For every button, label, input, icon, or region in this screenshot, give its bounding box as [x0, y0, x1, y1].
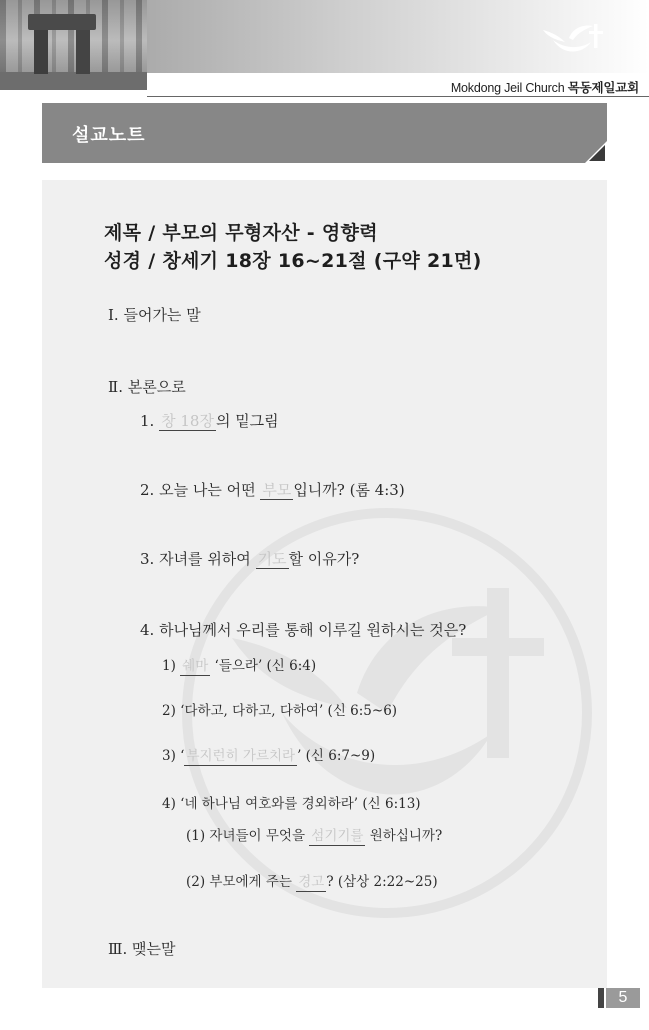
church-name-ko: 목동제일교회: [567, 81, 639, 95]
sermon-note-panel: [42, 180, 607, 988]
fill-blank: 경고: [298, 874, 325, 890]
outline-subitem-1: [162, 654, 316, 676]
fill-blank: 쉐마: [182, 658, 209, 674]
section-bar: [42, 103, 607, 163]
outline-part-1: Ⅰ. 들어가는 말: [108, 306, 201, 324]
item-text: ’ (신 6:7~9): [297, 748, 376, 764]
item-text: 3. 자녀를 위하여: [140, 550, 256, 568]
church-name-en: Mokdong Jeil Church: [450, 81, 565, 95]
fill-blank: 기도: [257, 550, 287, 568]
church-name: [451, 78, 639, 96]
outline-item-4: 4. 하나님께서 우리를 통해 이루길 원하시는 것은?: [140, 621, 467, 639]
item-text: ? (삼상 2:22~25): [326, 874, 438, 890]
section-title: 설교노트: [72, 125, 146, 146]
fill-blank: 섬기기를: [311, 828, 364, 844]
outline-subsubitem-1: [186, 824, 442, 846]
page-number-accent: [598, 988, 604, 1008]
item-text: 입니까? (롬 4:3): [293, 481, 405, 499]
item-text: ‘들으라’ (신 6:4): [210, 658, 317, 674]
outline-item-1: [140, 410, 279, 431]
sermon-title: 제목 / 부모의 무형자산 - 영향력: [104, 222, 378, 244]
item-number: 1): [162, 658, 181, 674]
church-logo-icon: [539, 18, 609, 58]
fill-blank: 부모: [262, 481, 292, 499]
fill-blank: 창 18장: [161, 412, 214, 430]
outline-part-2: Ⅱ. 본론으로: [108, 378, 186, 396]
item-text: 2. 오늘 나는 어떤: [140, 481, 261, 499]
item-text: 의 밑그림: [215, 412, 279, 430]
corner-fold-shadow: [589, 145, 605, 161]
fill-blank: 부지런히 가르치라: [186, 748, 296, 764]
outline-subitem-2: 2) ‘다하고, 다하고, 다하여’ (신 6:5~6): [162, 703, 398, 719]
item-text: 3) ‘: [162, 748, 185, 764]
item-text: 할 이유가?: [288, 550, 360, 568]
item-text: 원하십니까?: [365, 828, 443, 844]
sermon-scripture: 성경 / 창세기 18장 16~21절 (구약 21면): [104, 250, 482, 272]
header-photo: [0, 0, 147, 90]
outline-subitem-4: 4) ‘네 하나님 여호와를 경외하라’ (신 6:13): [162, 796, 421, 812]
item-text: (2) 부모에게 주는: [186, 874, 297, 890]
header-divider: [147, 96, 649, 97]
outline-part-3: Ⅲ. 맺는말: [108, 940, 176, 958]
item-number: 1.: [140, 412, 160, 430]
outline-subsubitem-2: [186, 870, 438, 892]
outline-item-2: [140, 479, 405, 500]
page-number: 5: [606, 988, 640, 1008]
item-text: (1) 자녀들이 무엇을: [186, 828, 310, 844]
outline-item-3: [140, 548, 359, 569]
outline-subitem-3: [162, 744, 375, 766]
